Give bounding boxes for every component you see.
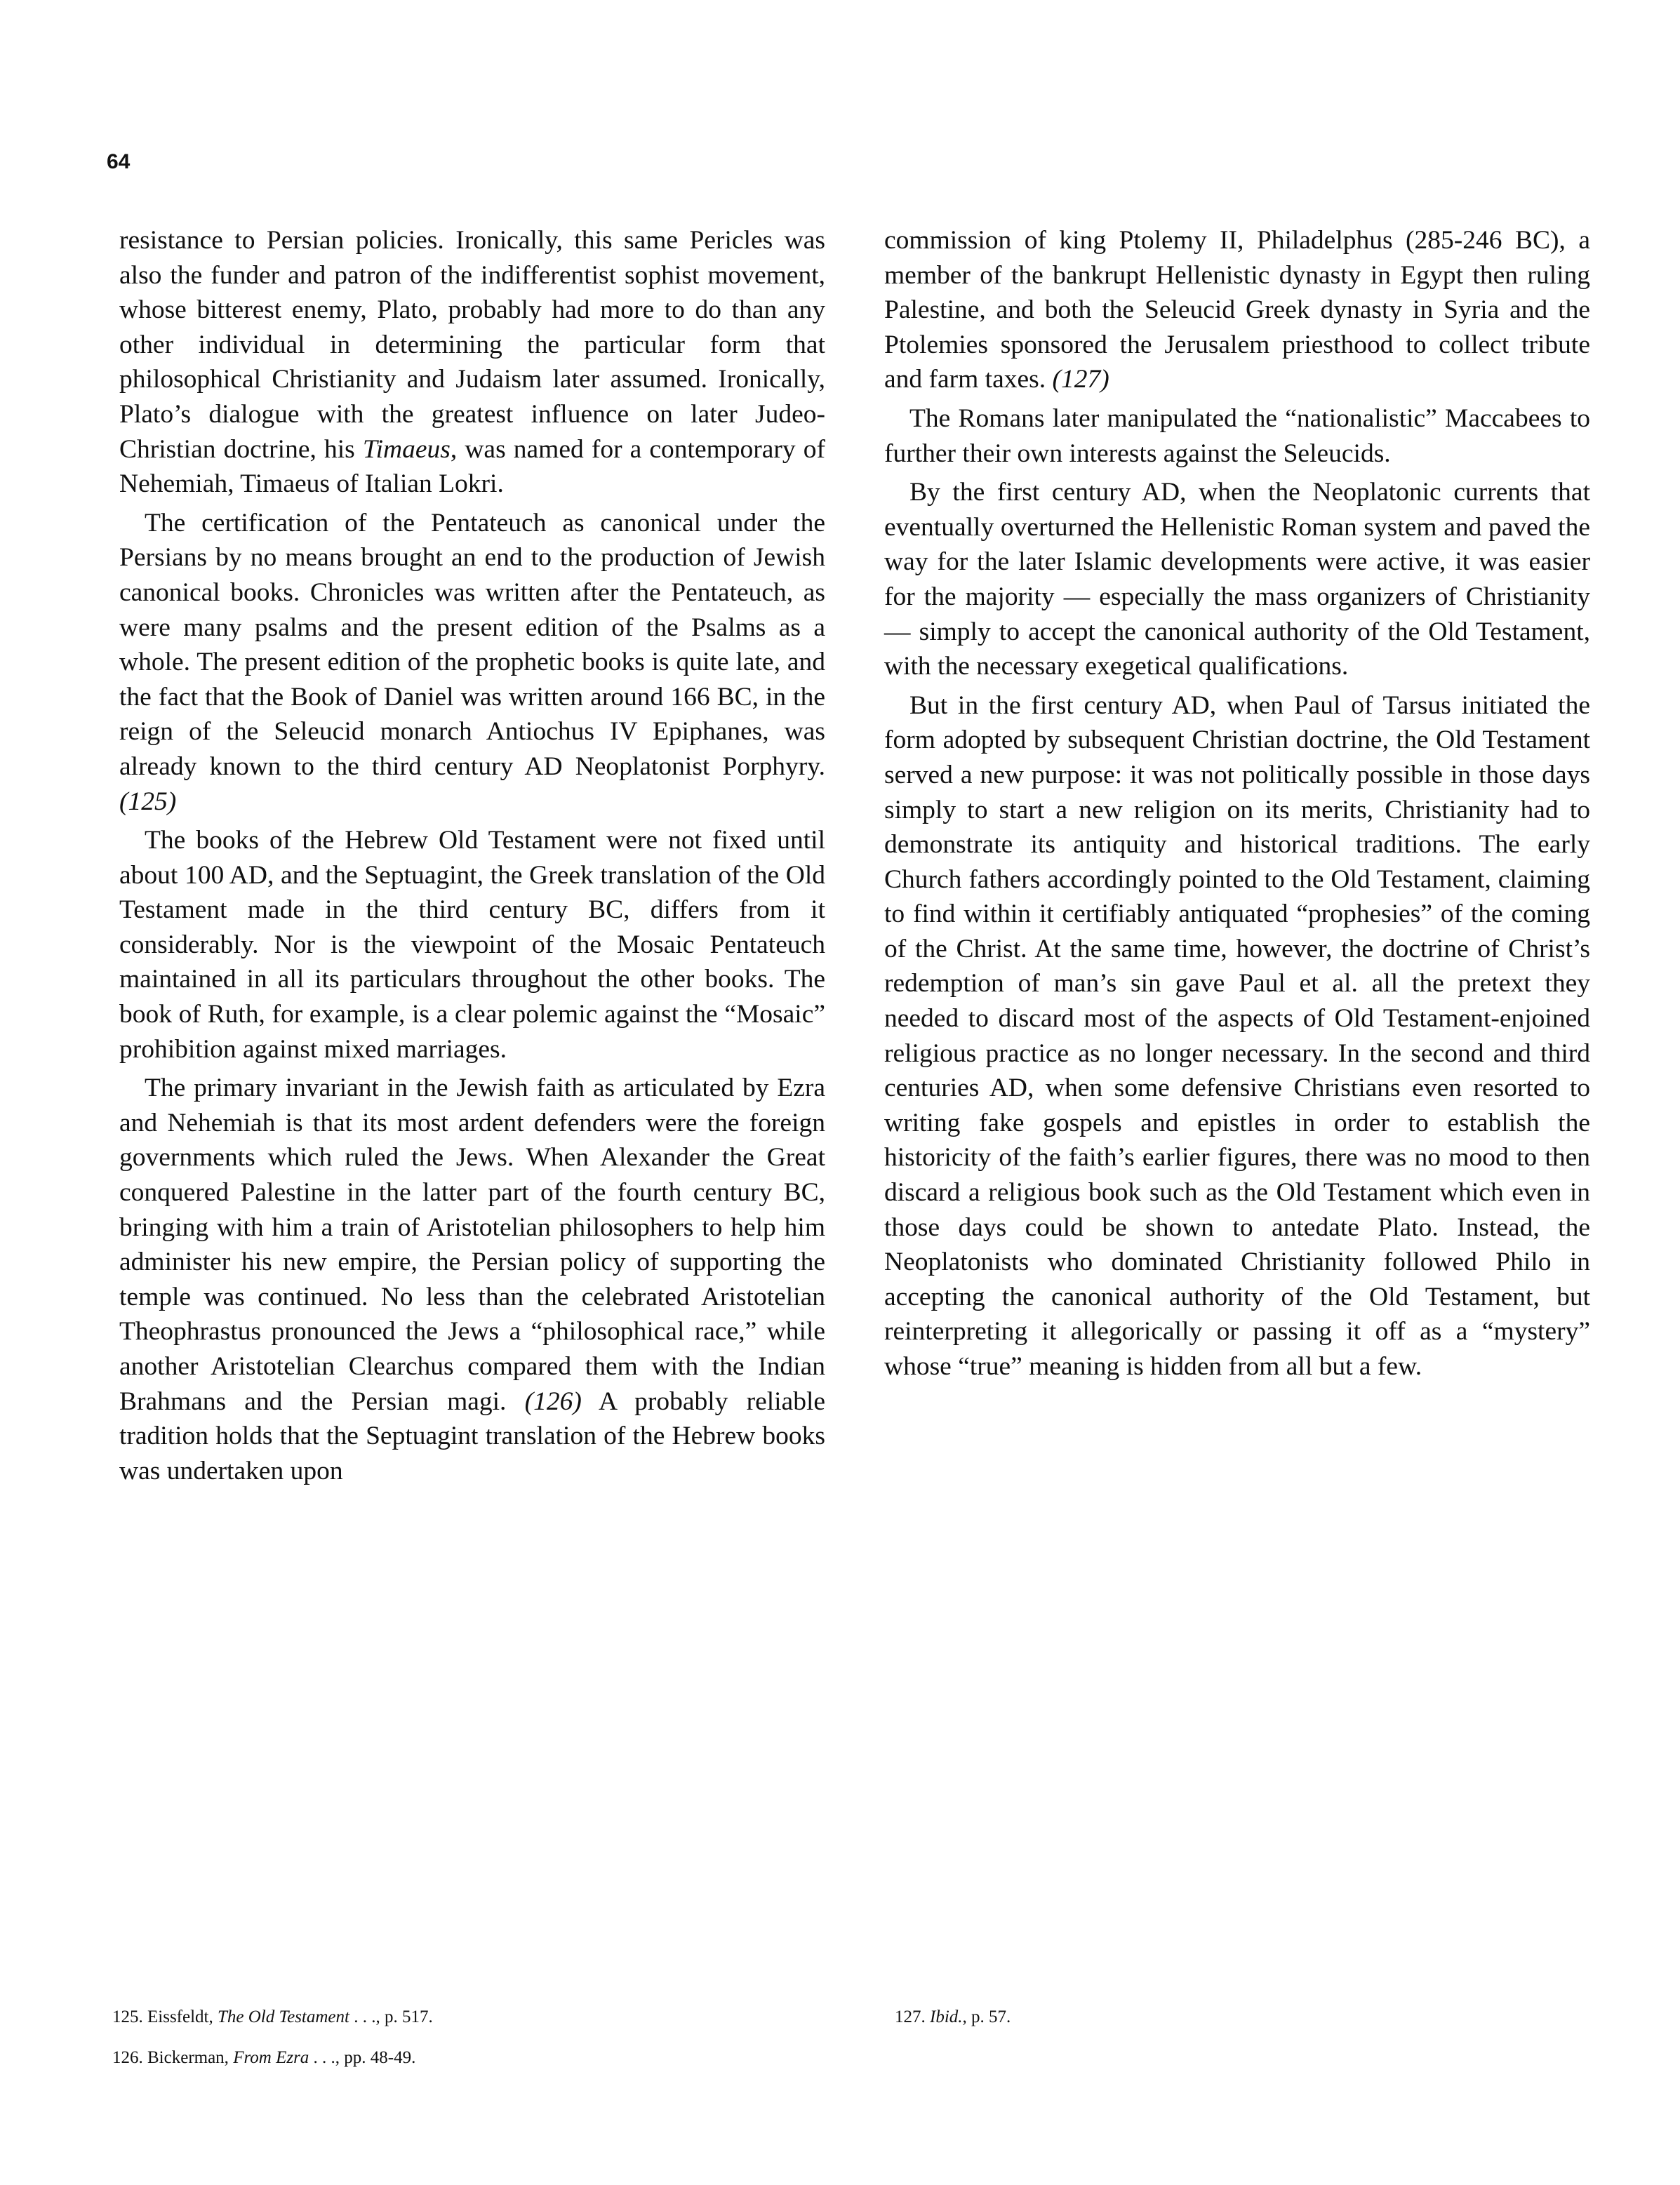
footnote-title: From Ezra	[233, 2048, 309, 2067]
paragraph	[884, 223, 1590, 397]
footnote-tail: , p. 57.	[962, 2007, 1011, 2026]
paragraph	[884, 401, 1590, 471]
citation-ref: (127)	[1052, 365, 1109, 394]
footnotes-left	[112, 2007, 744, 2088]
footnote	[112, 2047, 744, 2069]
footnotes-right	[895, 2007, 1386, 2047]
footnote-tail: . . ., p. 517.	[349, 2007, 433, 2026]
paragraph	[119, 506, 825, 819]
footnote-title: The Old Testament	[218, 2007, 349, 2026]
paragraph-tail: , was named for a contemporary of Nehemiah, Timaeus of Italian Lokri.	[119, 434, 825, 499]
paragraph	[119, 823, 825, 1067]
paragraph	[119, 1071, 825, 1488]
footnote-tail: . . ., pp. 48-49.	[309, 2048, 416, 2067]
footnote	[895, 2007, 1386, 2028]
footnote	[112, 2007, 744, 2028]
right-column	[884, 223, 1590, 1389]
footnote-title: Ibid.	[930, 2007, 963, 2026]
paragraph-italic: Timaeus	[362, 434, 451, 464]
citation-ref: (126)	[524, 1386, 582, 1416]
paragraph-text: But in the first century AD, when Paul of Tarsus initiated the form adopted by subsequent Christian doctrine, the Old Testament served a new purpose: it was not politically possible in those days simply to start a new religion on its merits, Christianity had to demonstrate its antiquity and historical traditions. The early Church fathers accordingly pointed to the Old Testament, claiming to find within it certifiably antiquated “prophesies” of the coming of the Christ. At the same time, however, the doctrine of Christ’s redemption of man’s sin gave Paul et al. all the pretext they needed to discard most of the aspects of Old Testament-enjoined religious practice as no longer necessary. In the second and third centuries AD, when some defensive Christians even resorted to writing fake gospels and epistles in order to establish the historicity of the faith’s earlier figures, there was no mood to then discard a religious book such as the Old Testament which even in those days could be shown to antedate Plato. Instead, the Neoplatonists who dominated Christianity followed Philo in accepting the canonical authority of the Old Testament, but reinterpreting it allegorically or passing it off as a “mystery” whose “true” meaning is hidden from all but a few.	[884, 690, 1590, 1381]
left-column	[119, 223, 825, 1492]
paragraph	[884, 688, 1590, 1384]
page-number: 64	[107, 150, 131, 173]
footnote-lead: 127.	[895, 2007, 930, 2026]
paragraph-tail: A probably reliable tradition holds that the Septuagint translation of the Hebrew books was undertaken upon	[119, 1386, 826, 1485]
paragraph-text: resistance to Persian policies. Ironically, this same Pericles was also the funder and patron of the indifferentist sophist movement, whose bitterest enemy, Plato, probably had more to do than any other individual in determining the particular form that philosophical Christianity and Judaism later assumed. Ironically, Plato’s dialogue with the greatest influence on later Judeo-Christian doctrine, his	[119, 226, 825, 464]
paragraph-text: The primary invariant in the Jewish faith as articulated by Ezra and Nehemiah is that its most ardent defenders were the foreign governments which ruled the Jews. When Alexander the Great conquered Palestine in the latter part of the fourth century BC, bringing with him a train of Aristotelian philosophers to help him administer his new empire, the Persian policy of supporting the temple was continued. No less than the celebrated Aristotelian Theophrastus pronounced the Jews a “philosophical race,” while another Aristotelian Clearchus compared them with the Indian Brahmans and the Persian magi.	[119, 1074, 825, 1416]
paragraph	[884, 475, 1590, 684]
paragraph-text: The certification of the Pentateuch as canonical under the Persians by no means brought an end to the production of Jewish canonical books. Chronicles was written after the Pentateuch, as were many psalms and the present edition of the Psalms as a whole. The present edition of the prophetic books is quite late, and the fact that the Book of Daniel was written around 166 BC, in the reign of the Seleucid monarch Antiochus IV Epiphanes, was already known to the third century AD Neoplatonist Porphyry.	[119, 508, 825, 781]
paragraph	[119, 223, 825, 502]
citation-ref: (125)	[119, 787, 177, 816]
paragraph-text: By the first century AD, when the Neoplatonic currents that eventually overturned the Hellenistic Roman system and paved the way for the later Islamic developments were active, it was easier for the majority — especially the mass organizers of Christianity — simply to accept the canonical authority of the Old Testament, with the necessary exegetical qualifications.	[884, 478, 1590, 681]
footnote-lead: 125. Eissfeldt,	[112, 2007, 218, 2026]
paragraph-text: commission of king Ptolemy II, Philadelphus (285-246 BC), a member of the bankrupt Hellenistic dynasty in Egypt then ruling Palestine, and both the Seleucid Greek dynasty in Syria and the Ptolemies sponsored the Jerusalem priesthood to collect tribute and farm taxes.	[884, 226, 1590, 394]
paragraph-text: The books of the Hebrew Old Testament were not fixed until about 100 AD, and the Septuagint, the Greek translation of the Old Testament made in the third century BC, differs from it considerably. Nor is the viewpoint of the Mosaic Pentateuch maintained in all its particulars throughout the other books. The book of Ruth, for example, is a clear polemic against the “Mosaic” prohibition against mixed marriages.	[119, 826, 825, 1064]
footnote-lead: 126. Bickerman,	[112, 2048, 234, 2067]
paragraph-text: The Romans later manipulated the “nationalistic” Maccabees to further their own interests against the Seleucids.	[884, 403, 1590, 468]
